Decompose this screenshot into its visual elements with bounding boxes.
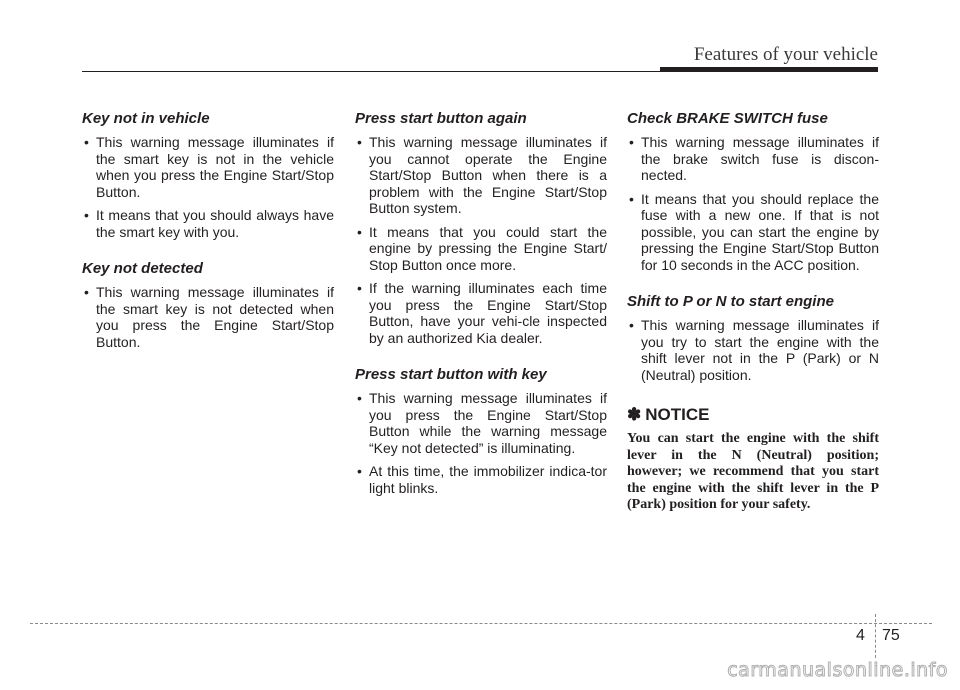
bullet-item: • This warning message illuminates if the smart key is not detected when you press the Engine Start/Stop Button. [82,284,334,350]
footer-divider [875,614,876,658]
bullet-list [82,284,334,350]
section-title-press-start-button-again: Press start button again [355,110,527,127]
notice-body: You can start the engine with the shift lever in the N (Neutral) position; however; we recommend that you start the engine with the shift lever in the P (Park) position for your safety. [627,431,879,512]
bullet-list [355,390,607,496]
bullet-item: • If the warning illuminates each time you press the Engine Start/Stop Button, have your vehi-cle inspected by an authorized Kia dealer. [355,280,607,346]
bullet-item: • This warning message illuminates if you try to start the engine with the shift lever not in the P (Park) or N (Neutral) position. [627,317,879,383]
bullet-list [627,317,879,383]
section-title-key-not-in-vehicle: Key not in vehicle [82,110,210,127]
bullet-item: • This warning message illuminates if the smart key is not in the vehicle when you press the Engine Start/Stop Button. [82,134,334,200]
bullet-item: • At this time, the immobilizer indica-tor light blinks. [355,463,607,496]
section-title-key-not-detected: Key not detected [82,260,203,277]
notice-heading [627,405,879,425]
column-1 [82,110,334,357]
bullet-item: • It means that you could start the engine by pressing the Engine Start/ Stop Button once more. [355,224,607,274]
bullet-item: • This warning message illuminates if you cannot operate the Engine Start/Stop Button when there is a problem with the Engine Start/Stop Button system. [355,134,607,217]
bullet-item: • This warning message illuminates if the brake switch fuse is discon-nected. [627,134,879,184]
bullet-item: • It means that you should replace the fuse with a new one. If that is not possible, you can start the engine by pressing the Engine Start/Stop Button for 10 seconds in the ACC position. [627,191,879,274]
header-rule-accent [660,67,878,72]
page-number: 75 [882,627,900,644]
bullet-list [627,134,879,273]
column-3 [627,110,879,514]
footer-rule [30,623,932,624]
column-2 [355,110,607,503]
section-title-shift-to-p-or-n: Shift to P or N to start engine [627,293,834,310]
bullet-item: • This warning message illuminates if you press the Engine Start/Stop Button while the warning message “Key not detected” is illuminating. [355,390,607,456]
notice-title: NOTICE [645,405,710,424]
bullet-list [82,134,334,240]
bullet-list [355,134,607,346]
section-title-press-start-button-with-key: Press start button with key [355,366,547,383]
section-title-check-brake-switch-fuse: Check BRAKE SWITCH fuse [627,110,828,127]
chapter-number: 4 [856,627,865,644]
bullet-item: • It means that you should always have the smart key with you. [82,207,334,240]
asterisk-cross-icon: ✽ [627,405,642,424]
watermark: carmanualsonline.info [727,659,948,681]
running-header: Features of your vehicle [693,44,878,65]
